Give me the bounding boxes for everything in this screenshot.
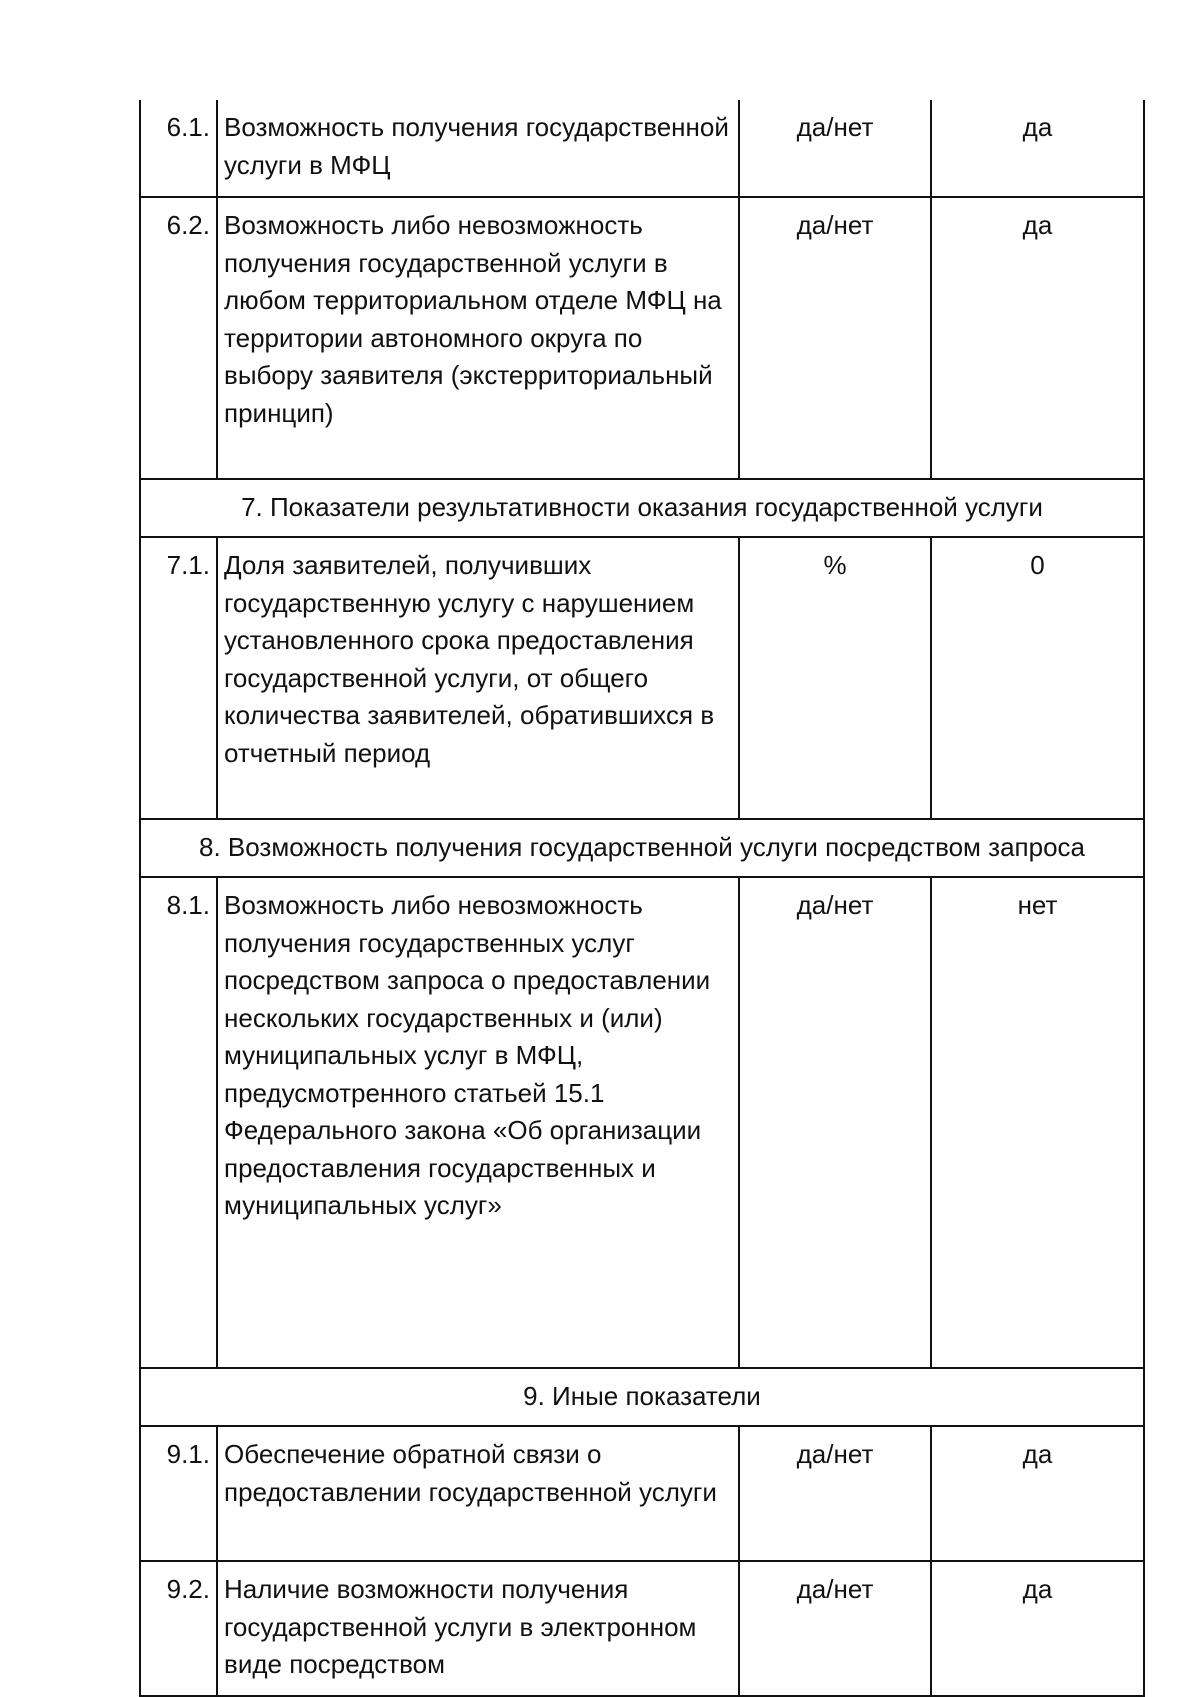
section-title: 8. Возможность получения государственной услуги посредством запроса [140,819,1144,877]
indicator-value: да [931,1426,1144,1561]
table-row [140,1561,1144,1696]
unit-of-measure: да/нет [739,877,931,1368]
indicators-table-body [140,100,1144,1696]
indicator-description: Обеспечение обратной связи о предоставлении государственной услуги [217,1426,739,1561]
row-number: 6.1. [140,100,217,197]
unit-of-measure: да/нет [739,1561,931,1696]
unit-of-measure: да/нет [739,100,931,197]
indicator-description: Возможность получения государственной услуги в МФЦ [217,100,739,197]
section-title: 7. Показатели результативности оказания государственной услуги [140,479,1144,537]
row-number: 9.2. [140,1561,217,1696]
table-row [140,877,1144,1368]
indicator-value: 0 [931,537,1144,819]
indicators-table [139,100,1145,1697]
indicator-value: да [931,197,1144,479]
table-row [140,1426,1144,1561]
section-header-row [140,479,1144,537]
unit-of-measure: % [739,537,931,819]
table-row [140,537,1144,819]
section-title: 9. Иные показатели [140,1368,1144,1426]
indicator-value: нет [931,877,1144,1368]
indicator-description: Возможность либо невозможность получения государственных услуг посредством запроса о предоставлении нескольких государственных и (или) муниципальных услуг в МФЦ, предусмотренного статьей 15.1 Федерального закона «Об организации предоставления государственных и муниципальных услуг» [217,877,739,1368]
indicator-value: да [931,1561,1144,1696]
row-number: 7.1. [140,537,217,819]
row-number: 6.2. [140,197,217,479]
row-number: 9.1. [140,1426,217,1561]
table-row [140,100,1144,197]
indicator-description: Наличие возможности получения государственной услуги в электронном виде посредством [217,1561,739,1696]
indicator-value: да [931,100,1144,197]
row-number: 8.1. [140,877,217,1368]
indicator-description: Доля заявителей, получивших государственную услугу с нарушением установленного срока предоставления государственной услуги, от общего количества заявителей, обратившихся в отчетный период [217,537,739,819]
unit-of-measure: да/нет [739,197,931,479]
unit-of-measure: да/нет [739,1426,931,1561]
section-header-row [140,1368,1144,1426]
section-header-row [140,819,1144,877]
table-row [140,197,1144,479]
indicator-description: Возможность либо невозможность получения государственной услуги в любом территориальном отделе МФЦ на территории автономного округа по выбору заявителя (экстерриториальный принцип) [217,197,739,479]
